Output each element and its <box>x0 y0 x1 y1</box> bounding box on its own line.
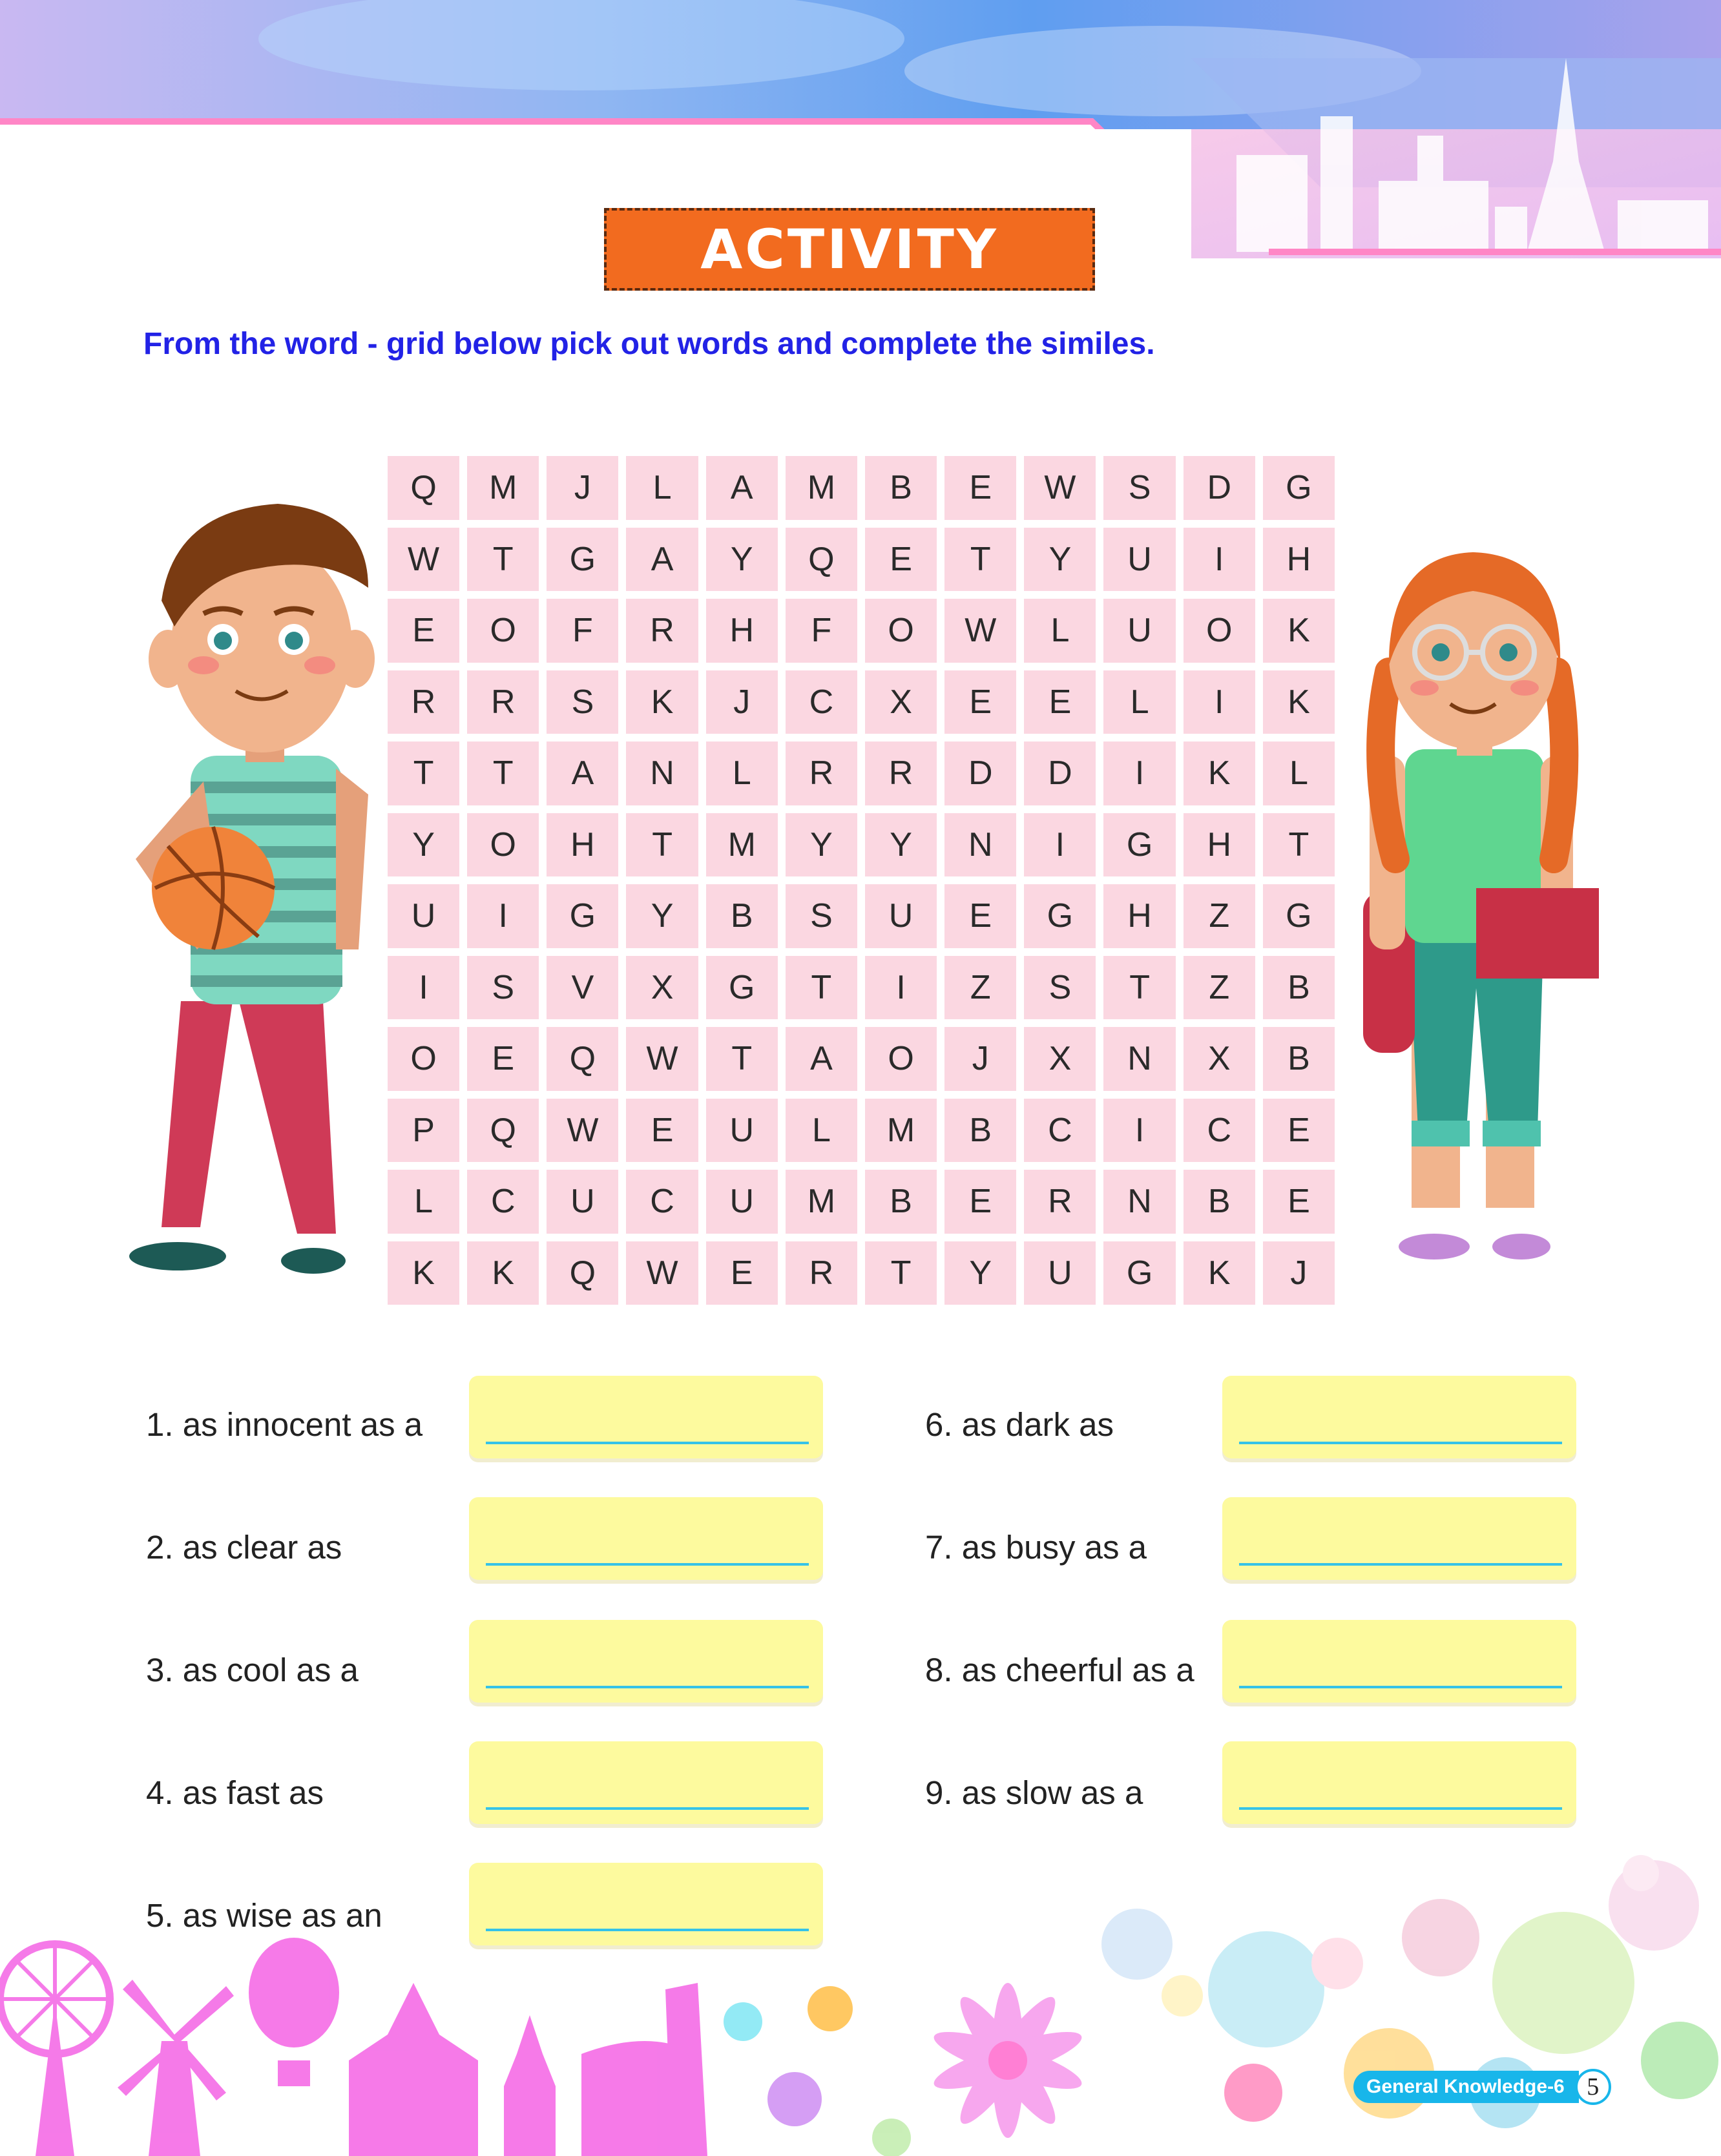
grid-cell: C <box>786 670 857 734</box>
grid-cell: L <box>1024 599 1096 663</box>
grid-cell: G <box>1103 1241 1175 1305</box>
grid-cell: G <box>547 528 618 592</box>
grid-cell: J <box>706 670 778 734</box>
grid-cell: W <box>944 599 1016 663</box>
grid-cell: O <box>467 813 539 877</box>
grid-cell: K <box>1184 741 1255 805</box>
grid-cell: I <box>865 956 937 1020</box>
grid-cell: E <box>1263 1170 1335 1234</box>
grid-cell: I <box>1103 1099 1175 1163</box>
grid-cell: L <box>626 456 698 520</box>
grid-cell: Q <box>547 1027 618 1091</box>
grid-cell: F <box>547 599 618 663</box>
grid-cell: Q <box>786 528 857 592</box>
grid-cell: W <box>388 528 459 592</box>
grid-cell: S <box>786 884 857 948</box>
simile-9-label: 9. as slow as a <box>925 1774 1143 1811</box>
windmill-icon <box>118 1980 234 2156</box>
grid-cell: K <box>467 1241 539 1305</box>
grid-cell: Q <box>388 456 459 520</box>
grid-cell: L <box>706 741 778 805</box>
grid-cell: N <box>1103 1027 1175 1091</box>
grid-cell: S <box>467 956 539 1020</box>
grid-cell: I <box>388 956 459 1020</box>
grid-cell: Y <box>706 528 778 592</box>
grid-cell: H <box>1263 528 1335 592</box>
grid-cell: Y <box>944 1241 1016 1305</box>
grid-cell: R <box>865 741 937 805</box>
grid-cell: A <box>786 1027 857 1091</box>
grid-cell: D <box>1184 456 1255 520</box>
grid-cell: E <box>1024 670 1096 734</box>
grid-cell: I <box>1103 741 1175 805</box>
ferris-wheel-icon <box>0 1944 110 2156</box>
grid-cell: Y <box>1024 528 1096 592</box>
grid-cell: T <box>467 741 539 805</box>
grid-cell: M <box>467 456 539 520</box>
simile-9-answer-box[interactable] <box>1222 1741 1576 1824</box>
grid-cell: Y <box>865 813 937 877</box>
grid-cell: C <box>467 1170 539 1234</box>
grid-cell: I <box>1184 670 1255 734</box>
grid-cell: L <box>1103 670 1175 734</box>
simile-3-label: 3. as cool as a <box>146 1652 359 1688</box>
grid-cell: R <box>388 670 459 734</box>
grid-cell: T <box>1103 956 1175 1020</box>
grid-cell: O <box>865 1027 937 1091</box>
leaning-tower-icon <box>665 1983 707 2156</box>
grid-cell: Y <box>626 884 698 948</box>
book-title: General Knowledge-6 <box>1353 2071 1579 2103</box>
grid-cell: K <box>1263 670 1335 734</box>
grid-cell: T <box>944 528 1016 592</box>
grid-cell: J <box>1263 1241 1335 1305</box>
grid-cell: U <box>865 884 937 948</box>
simile-8-answer-box[interactable] <box>1222 1620 1576 1703</box>
grid-cell: N <box>1103 1170 1175 1234</box>
grid-cell: C <box>626 1170 698 1234</box>
grid-cell: W <box>547 1099 618 1163</box>
grid-cell: G <box>1103 813 1175 877</box>
grid-cell: M <box>865 1099 937 1163</box>
grid-cell: U <box>547 1170 618 1234</box>
grid-cell: I <box>1024 813 1096 877</box>
grid-cell: U <box>1103 599 1175 663</box>
grid-cell: V <box>547 956 618 1020</box>
instruction-text: From the word - grid below pick out words and complete the similes. <box>143 327 1155 361</box>
grid-cell: T <box>865 1241 937 1305</box>
simile-2-label: 2. as clear as <box>146 1529 342 1566</box>
grid-cell: R <box>786 1241 857 1305</box>
grid-cell: T <box>786 956 857 1020</box>
simile-8-label: 8. as cheerful as a <box>925 1652 1194 1688</box>
grid-cell: M <box>786 456 857 520</box>
grid-cell: H <box>1103 884 1175 948</box>
grid-cell: M <box>706 813 778 877</box>
grid-cell: E <box>706 1241 778 1305</box>
grid-cell: P <box>388 1099 459 1163</box>
skyline-silhouette <box>1191 58 1721 258</box>
grid-cell: X <box>1184 1027 1255 1091</box>
simile-4-label: 4. as fast as <box>146 1774 324 1811</box>
grid-cell: O <box>388 1027 459 1091</box>
grid-cell: K <box>626 670 698 734</box>
grid-cell: E <box>388 599 459 663</box>
grid-cell: S <box>1103 456 1175 520</box>
grid-cell: O <box>1184 599 1255 663</box>
activity-title: ACTIVITY <box>700 218 999 281</box>
girl-illustration <box>1350 536 1609 1266</box>
grid-cell: E <box>944 456 1016 520</box>
grid-cell: G <box>1024 884 1096 948</box>
grid-cell: U <box>1103 528 1175 592</box>
grid-cell: H <box>1184 813 1255 877</box>
grid-cell: W <box>626 1241 698 1305</box>
grid-cell: G <box>1263 456 1335 520</box>
bokeh-circles <box>724 1855 1718 2156</box>
grid-cell: X <box>1024 1027 1096 1091</box>
simile-1-answer-box[interactable] <box>469 1376 823 1458</box>
page-number: 5 <box>1575 2069 1611 2105</box>
simile-3-answer-box[interactable] <box>469 1620 823 1703</box>
grid-cell: W <box>626 1027 698 1091</box>
grid-cell: T <box>1263 813 1335 877</box>
simile-6-answer-box[interactable] <box>1222 1376 1576 1458</box>
grid-cell: G <box>547 884 618 948</box>
grid-cell: B <box>944 1099 1016 1163</box>
boy-illustration <box>65 497 401 1285</box>
grid-cell: Z <box>1184 956 1255 1020</box>
simile-5-label: 5. as wise as an <box>146 1897 382 1934</box>
grid-cell: K <box>1263 599 1335 663</box>
grid-cell: Y <box>388 813 459 877</box>
grid-cell: H <box>706 599 778 663</box>
grid-cell: W <box>1024 456 1096 520</box>
grid-cell: Q <box>467 1099 539 1163</box>
grid-cell: R <box>626 599 698 663</box>
grid-cell: T <box>467 528 539 592</box>
grid-cell: Y <box>786 813 857 877</box>
grid-cell: L <box>388 1170 459 1234</box>
grid-cell: E <box>467 1027 539 1091</box>
simile-1-label: 1. as innocent as a <box>146 1406 423 1443</box>
grid-cell: B <box>1184 1170 1255 1234</box>
grid-cell: R <box>467 670 539 734</box>
grid-cell: E <box>626 1099 698 1163</box>
grid-cell: L <box>786 1099 857 1163</box>
simile-4-answer-box[interactable] <box>469 1741 823 1824</box>
grid-cell: E <box>865 528 937 592</box>
simile-2-answer-box[interactable] <box>469 1497 823 1580</box>
grid-cell: G <box>706 956 778 1020</box>
grid-cell: D <box>1024 741 1096 805</box>
simile-6-label: 6. as dark as <box>925 1406 1114 1443</box>
grid-cell: E <box>1263 1099 1335 1163</box>
grid-cell: A <box>706 456 778 520</box>
pagoda-icon <box>349 1983 478 2156</box>
bottom-decoration <box>0 1847 1721 2156</box>
activity-banner <box>604 208 1095 291</box>
grid-cell: B <box>1263 956 1335 1020</box>
basketball-icon <box>152 827 275 949</box>
grid-cell: X <box>626 956 698 1020</box>
grid-cell: D <box>944 741 1016 805</box>
grid-cell: I <box>467 884 539 948</box>
grid-cell: Z <box>1184 884 1255 948</box>
grid-cell: T <box>706 1027 778 1091</box>
grid-cell: B <box>706 884 778 948</box>
grid-cell: A <box>626 528 698 592</box>
grid-cell: S <box>547 670 618 734</box>
grid-cell: R <box>786 741 857 805</box>
footer-badge <box>1353 2069 1611 2105</box>
simile-7-label: 7. as busy as a <box>925 1529 1147 1566</box>
word-grid <box>388 456 1335 1305</box>
grid-cell: O <box>467 599 539 663</box>
colosseum-icon <box>581 2041 672 2156</box>
grid-cell: M <box>786 1170 857 1234</box>
grid-cell: F <box>786 599 857 663</box>
grid-cell: B <box>865 1170 937 1234</box>
simile-7-answer-box[interactable] <box>1222 1497 1576 1580</box>
grid-cell: N <box>944 813 1016 877</box>
grid-cell: Z <box>944 956 1016 1020</box>
grid-cell: U <box>1024 1241 1096 1305</box>
grid-cell: R <box>1024 1170 1096 1234</box>
grid-cell: B <box>865 456 937 520</box>
flower-icon <box>929 1983 1087 2138</box>
grid-cell: C <box>1184 1099 1255 1163</box>
grid-cell: C <box>1024 1099 1096 1163</box>
grid-cell: K <box>388 1241 459 1305</box>
grid-cell: H <box>547 813 618 877</box>
grid-cell: B <box>1263 1027 1335 1091</box>
grid-cell: S <box>1024 956 1096 1020</box>
grid-cell: K <box>1184 1241 1255 1305</box>
grid-cell: E <box>944 1170 1016 1234</box>
grid-cell: U <box>706 1170 778 1234</box>
grid-cell: I <box>1184 528 1255 592</box>
grid-cell: Q <box>547 1241 618 1305</box>
grid-cell: U <box>706 1099 778 1163</box>
grid-cell: X <box>865 670 937 734</box>
grid-cell: A <box>547 741 618 805</box>
grid-cell: T <box>388 741 459 805</box>
grid-cell: O <box>865 599 937 663</box>
grid-cell: T <box>626 813 698 877</box>
grid-cell: N <box>626 741 698 805</box>
grid-cell: J <box>944 1027 1016 1091</box>
grid-cell: E <box>944 670 1016 734</box>
grid-cell: J <box>547 456 618 520</box>
grid-cell: E <box>944 884 1016 948</box>
grid-cell: G <box>1263 884 1335 948</box>
grid-cell: U <box>388 884 459 948</box>
hot-air-balloon-icon <box>249 1938 339 2086</box>
grid-cell: L <box>1263 741 1335 805</box>
